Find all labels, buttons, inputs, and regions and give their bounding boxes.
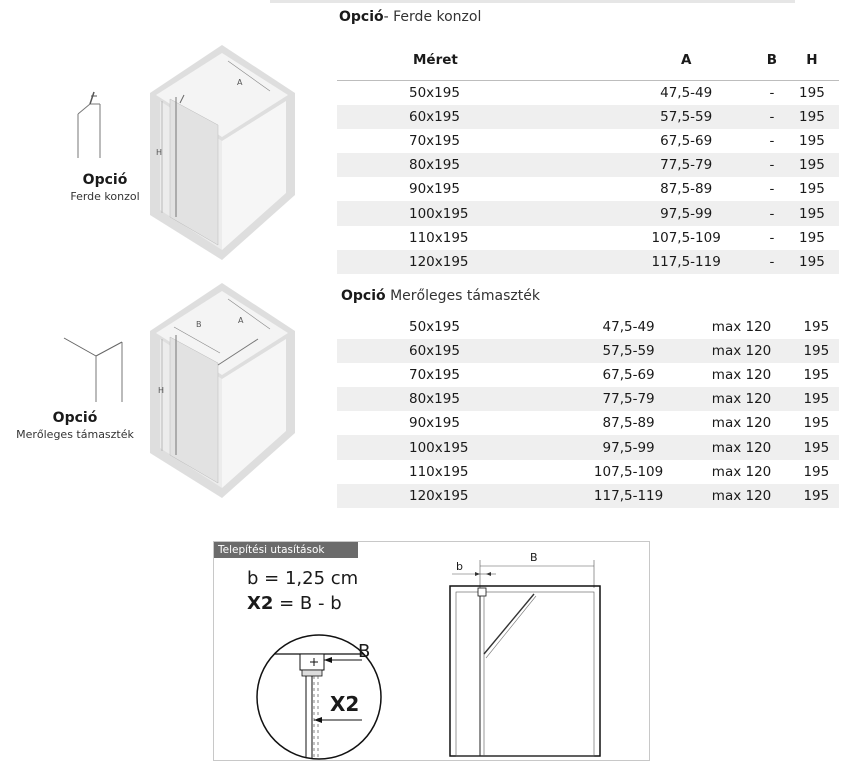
header-b: B	[759, 40, 785, 81]
formula-x2: X2 = B - b	[247, 593, 342, 614]
plan-label-b-big: B	[530, 551, 538, 564]
table-cell: 195	[799, 229, 825, 246]
table-cell: 97,5-99	[568, 435, 690, 459]
table-cell: 195	[803, 367, 830, 384]
table-cell: 107,5-109	[593, 463, 664, 480]
table-cell: 77,5-79	[613, 153, 759, 177]
option1-title: Opció	[82, 172, 128, 188]
table-cell: -	[769, 181, 775, 198]
label-b: B	[196, 320, 202, 329]
table-cell: -	[759, 201, 785, 225]
table-cell: 60x195	[337, 105, 613, 129]
table-cell: -	[769, 85, 775, 102]
installation-instructions	[213, 541, 650, 761]
table-row	[337, 226, 839, 250]
table-cell: -	[759, 250, 785, 274]
table-cell: max 120	[689, 435, 793, 459]
table-cell: 195	[803, 319, 830, 336]
table-cell: 117,5-119	[568, 484, 690, 508]
table-cell: 60x195	[337, 339, 568, 363]
table-cell: 67,5-69	[602, 367, 655, 384]
table-row	[337, 105, 839, 129]
table-cell: max 120	[711, 415, 772, 432]
table-cell: 195	[785, 153, 839, 177]
table-cell: 50x195	[409, 319, 460, 336]
table-merooleges-tamaszték	[337, 315, 839, 508]
table-row	[337, 460, 839, 484]
table-cell: 80x195	[337, 387, 568, 411]
table-row	[337, 484, 839, 508]
table-cell: 110x195	[409, 463, 469, 480]
table-cell: 47,5-49	[660, 85, 713, 102]
table-cell: 97,5-99	[613, 201, 759, 225]
table-cell: 195	[794, 387, 839, 411]
table-row	[337, 201, 839, 225]
table-row	[337, 129, 839, 153]
option1-subtitle: Ferde konzol	[70, 190, 140, 203]
table-cell: 87,5-89	[660, 181, 713, 198]
detail-label-b: B	[358, 641, 371, 662]
table-cell: 195	[785, 250, 839, 274]
table-header-row	[337, 40, 839, 81]
table-row	[337, 177, 839, 201]
table-cell: max 120	[711, 367, 772, 384]
section1-title: Opció- Ferde konzol	[339, 9, 482, 25]
formula-b: b = 1,25 cm	[247, 568, 359, 589]
table-row	[337, 363, 839, 387]
table-cell: 195	[799, 133, 825, 150]
table-cell: 90x195	[409, 415, 460, 432]
table-cell: 100x195	[337, 435, 568, 459]
top-divider	[270, 0, 795, 3]
ferde-konzol-sketch	[70, 92, 110, 162]
label-a: A	[237, 78, 243, 87]
header-a: A	[613, 40, 759, 81]
merooleges-sketch	[62, 336, 132, 406]
table-cell: 195	[803, 463, 830, 480]
table-cell: 195	[785, 201, 839, 225]
section2-title: Opció Merőleges támaszték	[341, 288, 540, 304]
label-h: H	[156, 148, 163, 157]
table-cell: 100x195	[337, 201, 613, 225]
plan-label-b-small: b	[456, 560, 463, 573]
table-cell: 195	[803, 415, 830, 432]
table-cell: 90x195	[409, 181, 460, 198]
label-a: A	[238, 316, 244, 325]
table-cell: max 120	[711, 319, 772, 336]
header-meret: Méret	[337, 40, 613, 81]
table-row	[337, 411, 839, 435]
room-diagram-ferde	[150, 45, 295, 260]
option2-title: Opció	[52, 410, 98, 426]
table-cell: 107,5-109	[651, 229, 721, 246]
table-cell: 70x195	[409, 133, 460, 150]
header-h: H	[785, 40, 839, 81]
table-cell: 50x195	[409, 85, 460, 102]
table-cell: -	[769, 133, 775, 150]
table-cell: 110x195	[409, 229, 469, 246]
table-cell: 87,5-89	[602, 415, 655, 432]
option2-subtitle: Merőleges támaszték	[16, 428, 134, 441]
table-row	[337, 153, 839, 177]
plan-drawing	[446, 554, 606, 759]
table-cell: 57,5-59	[613, 105, 759, 129]
table-cell: 80x195	[337, 153, 613, 177]
table-cell: 195	[799, 85, 825, 102]
detail-label-x2: X2	[330, 692, 360, 716]
table-cell: 120x195	[337, 484, 568, 508]
table-cell: -	[759, 153, 785, 177]
table-cell: 67,5-69	[660, 133, 713, 150]
table-row	[337, 315, 839, 339]
table-cell: -	[759, 105, 785, 129]
table-cell: max 120	[689, 387, 793, 411]
table-cell: 195	[794, 484, 839, 508]
table-row	[337, 81, 839, 106]
option1-label	[50, 172, 160, 203]
table-cell: 120x195	[337, 250, 613, 274]
table-cell: max 120	[689, 484, 793, 508]
table-cell: max 120	[689, 339, 793, 363]
table-cell: 117,5-119	[613, 250, 759, 274]
table-cell: 57,5-59	[568, 339, 690, 363]
table-ferde-konzol	[337, 40, 839, 274]
table-cell: 195	[799, 181, 825, 198]
table-cell: 77,5-79	[568, 387, 690, 411]
table-cell: max 120	[711, 463, 772, 480]
table-cell: 70x195	[409, 367, 460, 384]
table-cell: 195	[785, 105, 839, 129]
label-h: H	[158, 386, 165, 395]
option2-label	[10, 410, 140, 441]
table-cell: 195	[794, 339, 839, 363]
table-cell: 195	[794, 435, 839, 459]
table-row	[337, 387, 839, 411]
room-diagram-merooleges	[150, 283, 295, 498]
table-cell: 47,5-49	[602, 319, 655, 336]
table-row	[337, 250, 839, 274]
table-row	[337, 339, 839, 363]
instructions-tab: Telepítési utasítások	[214, 542, 358, 558]
table-row	[337, 435, 839, 459]
table-cell: -	[769, 229, 775, 246]
